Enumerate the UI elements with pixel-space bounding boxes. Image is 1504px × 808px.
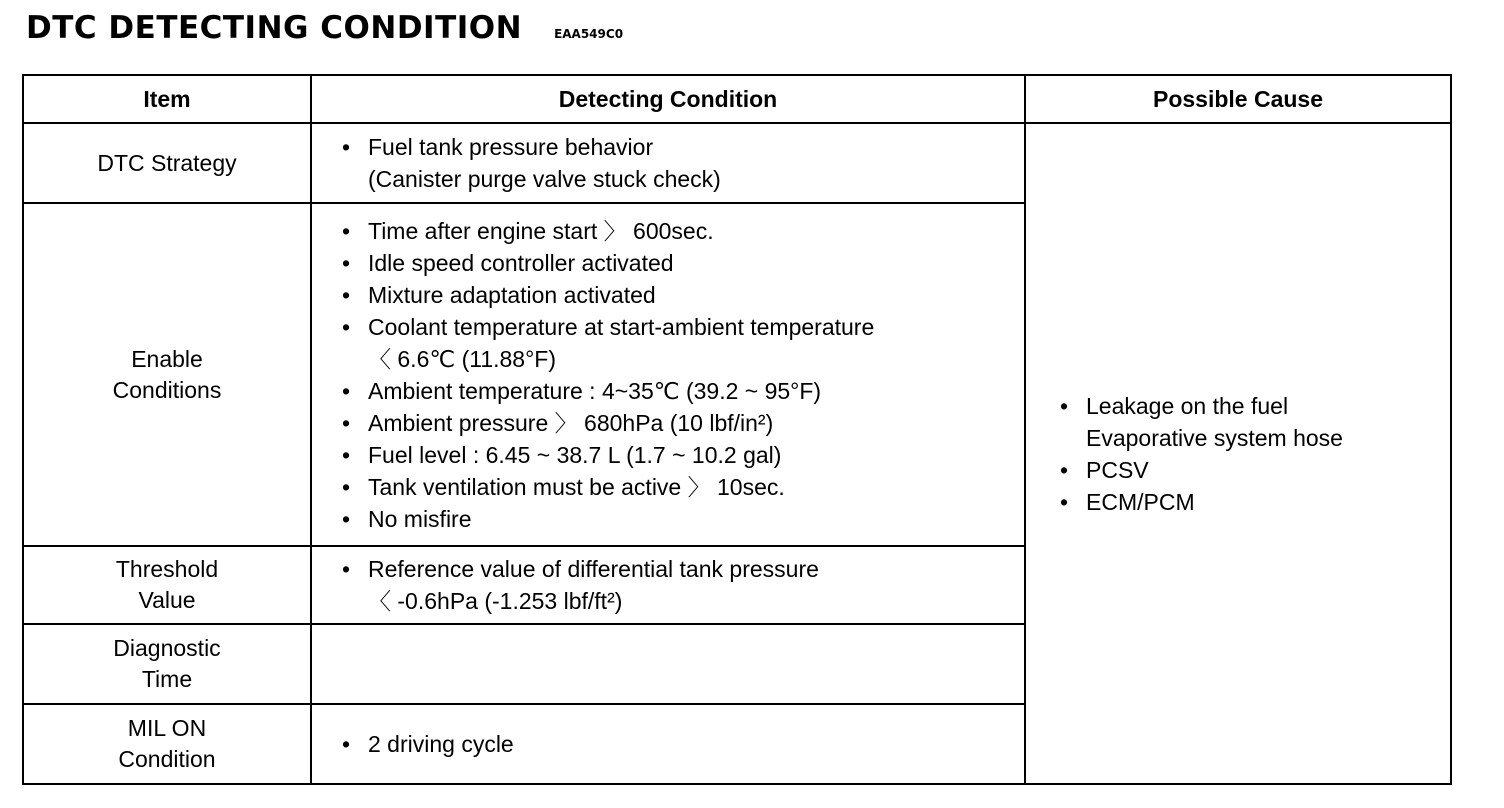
possible-cause-cell [1025, 123, 1451, 784]
item-cell [23, 546, 311, 624]
condition-item: • Fuel level : 6.45 ~ 38.7 L (1.7 ~ 10.2 gal) [342, 439, 1024, 471]
condition-item: • Time after engine start 〉 600sec. [342, 215, 1024, 247]
item-cell [23, 123, 311, 203]
condition-list [342, 131, 1024, 195]
item-label: Condition [118, 746, 216, 772]
condition-item: • No misfire [342, 503, 1024, 535]
table-row-dtc-strategy [23, 123, 1451, 203]
item-cell [23, 624, 311, 704]
condition-list [342, 215, 1024, 535]
condition-cell [311, 203, 1025, 546]
condition-list [342, 553, 1024, 617]
item-label: Conditions [112, 376, 222, 403]
condition-item: • Ambient pressure 〉 680hPa (10 lbf/in²) [342, 407, 1024, 439]
page-title: DTC DETECTING CONDITION [26, 10, 523, 46]
title-row [26, 10, 623, 46]
item-label: MIL ON [127, 715, 207, 741]
item-label: Threshold [115, 556, 219, 582]
condition-item: • Mixture adaptation activated [342, 279, 1024, 311]
condition-item: • Idle speed controller activated [342, 247, 1024, 279]
dtc-table [22, 74, 1452, 785]
column-header-detecting-condition: Detecting Condition [311, 75, 1025, 123]
item-label: DTC Strategy [97, 149, 237, 176]
cause-item: • PCSV [1060, 454, 1450, 486]
item-label: Diagnostic [113, 635, 221, 661]
column-header-possible-cause: Possible Cause [1025, 75, 1451, 123]
item-cell [23, 203, 311, 546]
condition-item: • Ambient temperature : 4~35℃ (39.2 ~ 95°F) [342, 375, 1024, 407]
condition-cell-empty [311, 624, 1025, 704]
cause-item: • ECM/PCM [1060, 486, 1450, 518]
condition-list [342, 728, 1024, 760]
condition-cell [311, 123, 1025, 203]
table-header-row [23, 75, 1451, 123]
item-label: Enable [131, 345, 203, 372]
condition-item: • Tank ventilation must be active 〉 10sec. [342, 471, 1024, 503]
condition-item: • Coolant temperature at start-ambient temperature 〈 6.6℃ (11.88°F) [342, 311, 1024, 375]
condition-cell [311, 546, 1025, 624]
item-cell [23, 704, 311, 784]
item-label: Time [141, 666, 193, 692]
condition-item: • 2 driving cycle [342, 728, 1024, 760]
condition-cell [311, 704, 1025, 784]
item-label: Value [138, 587, 196, 613]
cause-list [1060, 390, 1450, 518]
document-code: EAA549C0 [554, 27, 624, 41]
column-header-item: Item [23, 75, 311, 123]
condition-item: • Fuel tank pressure behavior (Canister purge valve stuck check) [342, 131, 1024, 195]
cause-item: • Leakage on the fuel Evaporative system hose [1060, 390, 1450, 454]
condition-item: • Reference value of differential tank pressure 〈 -0.6hPa (-1.253 lbf/ft²) [342, 553, 1024, 617]
